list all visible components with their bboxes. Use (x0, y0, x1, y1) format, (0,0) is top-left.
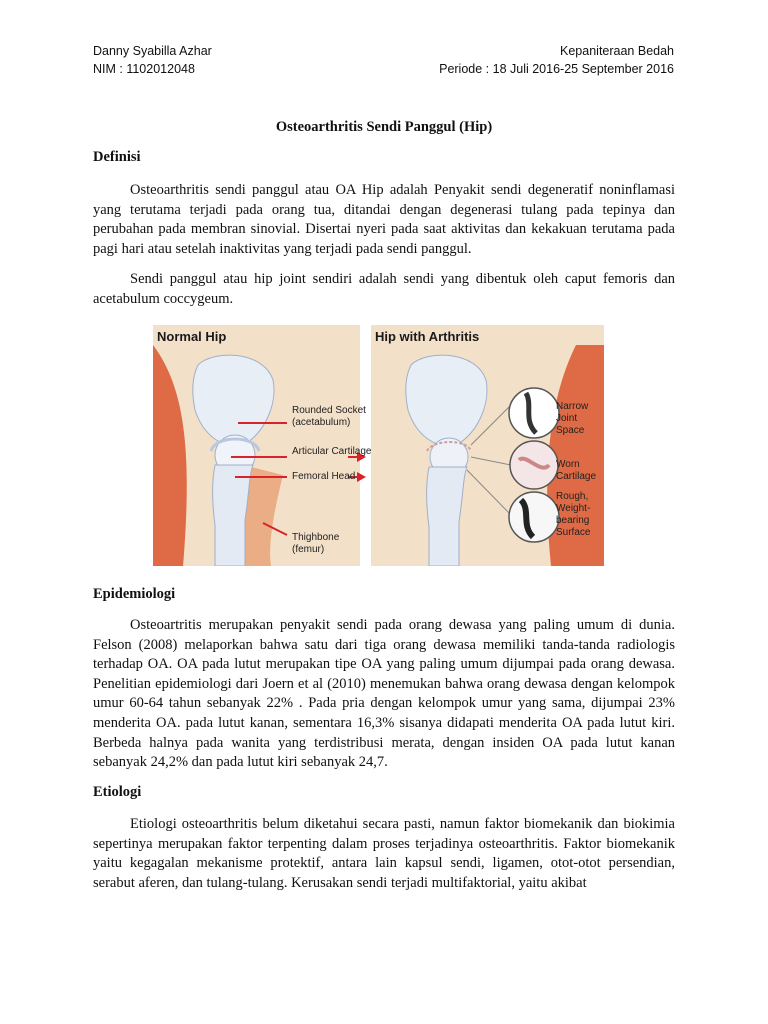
normal-hip-title: Normal Hip (157, 329, 227, 344)
label-thighbone: Thighbone (femur) (292, 532, 340, 555)
arthritis-hip-panel (371, 325, 604, 566)
label-rough-surface: Rough, Weight-bearing Surface (556, 491, 591, 538)
label-narrow-joint-space: Narrow Joint Space (556, 401, 589, 436)
author-name: Danny Syabilla Azhar (93, 44, 212, 58)
department: Kepaniteraan Bedah (560, 44, 674, 58)
paragraph-definisi-2: Sendi panggul atau hip joint sendiri adalah sendi yang dibentuk oleh caput femoris dan acetabulum coccygeum. (93, 271, 675, 307)
heading-epidemiologi: Epidemiologi (93, 586, 176, 602)
paragraph-epidemiologi: Osteoartritis merupakan penyakit sendi pada orang dewasa yang paling umum di dunia. Felson (2008) melaporkan bahwa satu dari tiga orang dewasa memiliki tanda-tanda radiologis terhadap OA. OA pada lutut merupakan tipe OA yang paling umum dijumpai pada orang dewasa. Penelitian epidemiologi dari Joern et al (2010) menemukan bahwa orang dewasa dengan kelompok umur 60-64 tahun sebanyak 22% . Pada pria dengan kelompok umur yang sama, dijumpai 23% menderita OA. pada lutut kanan, sementara 16,3% sisanya didapati menderita OA pada lutut kiri. Berbeda halnya pada wanita yang terdistribusi merata, dengan insiden OA pada lutut kanan sebanyak 24,2% dan pada lutut kiri sebanyak 24,7. (93, 617, 675, 771)
arthritis-hip-title: Hip with Arthritis (375, 329, 480, 344)
heading-definisi: Definisi (93, 149, 141, 165)
hip-figure (153, 325, 604, 566)
label-worn-cartilage: Worn Cartilage (556, 459, 597, 482)
paragraph-definisi-1: Osteoarthritis sendi panggul atau OA Hip adalah Penyakit sendi degeneratif noninflamasi yang terutama terjadi pada orang tua, ditandai dengan degenerasi tulang pada tepinya dan perubahan pada membran sinovial. Disertai nyeri pada saat aktivitas dan kekakuan terutama pada pagi hari atau setelah inaktivitas yang terjadi pada sendi panggul. (93, 182, 675, 257)
period: Periode : 18 Juli 2016-25 September 2016 (439, 62, 674, 76)
header-right (439, 42, 674, 78)
label-articular-cartilage: Articular Cartilage (292, 446, 372, 457)
document-title: Osteoarthritis Sendi Panggul (Hip) (275, 119, 493, 135)
label-femoral-head: Femoral Head (292, 471, 356, 482)
student-id: NIM : 1102012048 (93, 62, 195, 76)
paragraph-etiologi: Etiologi osteoarthritis belum diketahui secara pasti, namun faktor biomekanik dan biokimia sepertinya merupakan faktor terpenting dalam proses terjadinya osteoarthritis. Faktor biomekanik yaitu kegagalan mekanisme protektif, antara lain kapsul sendi, ligamen, otot-otot persendian, serabut aferen, dan tulang-tulang. Kerusakan sendi terjadi multifaktorial, yaitu akibat (93, 816, 675, 891)
label-rounded-socket: Rounded Socket (acetabulum) (292, 405, 366, 428)
header-left (93, 42, 212, 78)
heading-etiologi: Etiologi (93, 784, 142, 800)
